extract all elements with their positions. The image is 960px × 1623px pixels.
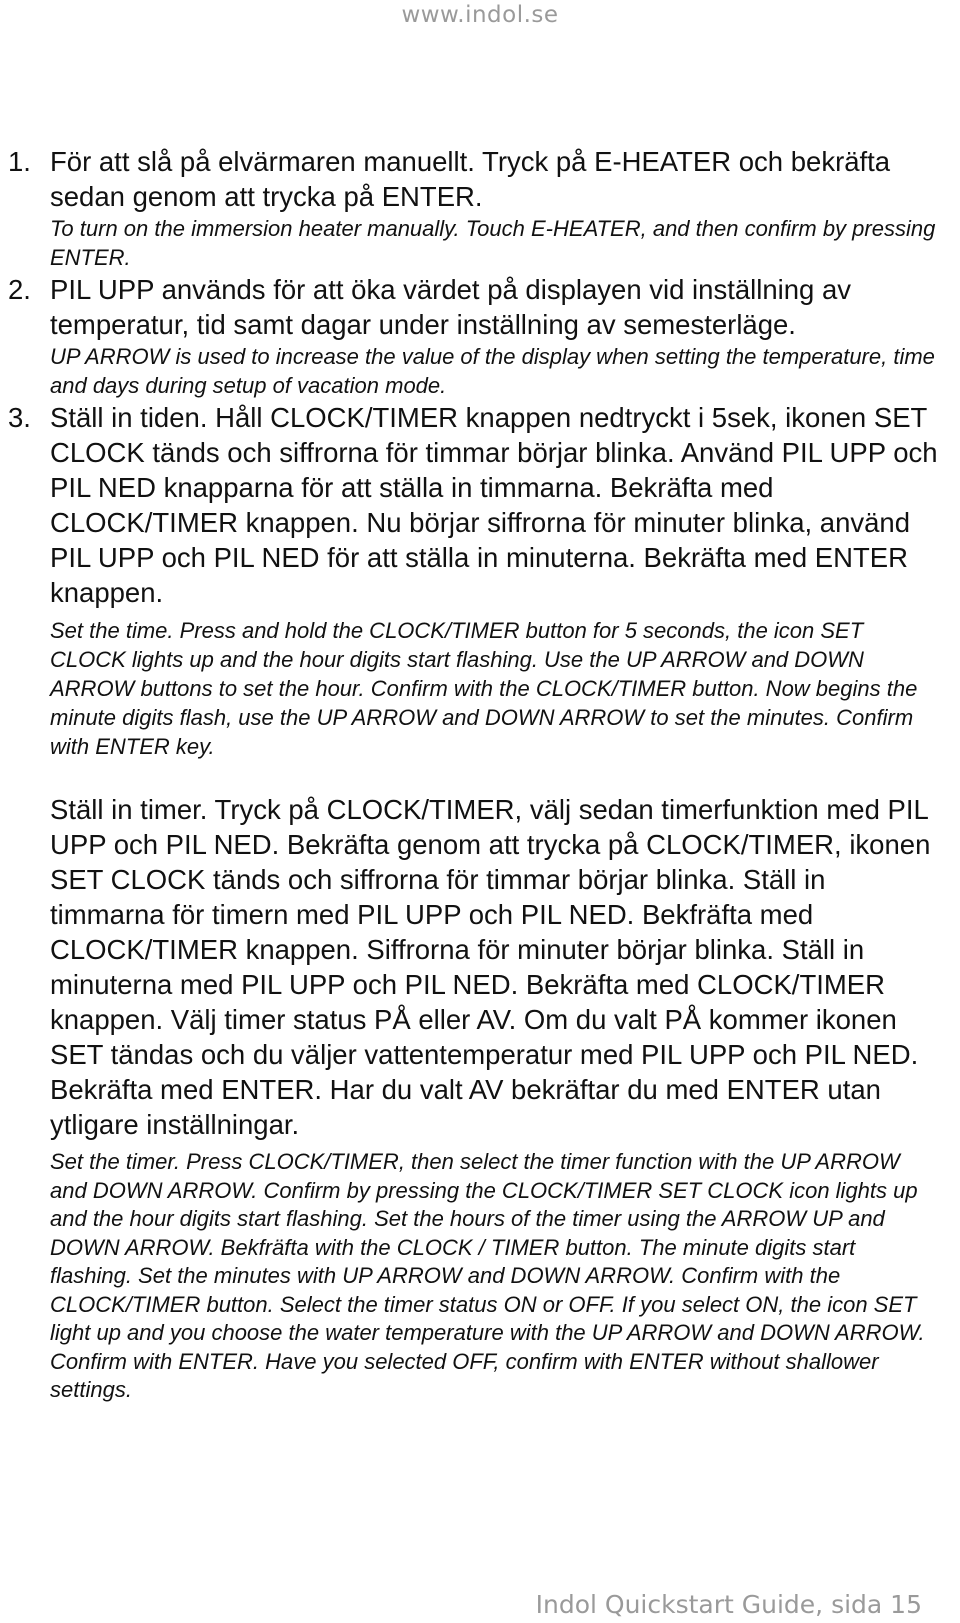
item-number: 3. [8,402,31,433]
item-number: 1. [8,146,31,177]
item-body [50,272,938,400]
english-text: To turn on the immersion heater manually. Touch E-HEATER, and then confirm by pressing ENTER. [50,216,936,270]
site-url: www.indol.se [401,2,559,28]
instruction-item [8,272,938,400]
item-body [50,144,938,272]
item-body [50,400,938,761]
instructions [8,144,938,1405]
english-text: Set the timer. Press CLOCK/TIMER, then select the timer function with the UP ARROW and DOWN ARROW. Confirm by pressing the CLOCK/TIMER SET CLOCK icon lights up and the hour digits start flashing. Set the hours of the timer using the ARROW UP and DOWN ARROW. Bekfräfta with the CLOCK / TIMER button. The minute digits start flashing. Set the minutes with UP ARROW and DOWN ARROW. Confirm with the CLOCK/TIMER button. Select the timer status ON or OFF. If you select ON, the icon SET light up and you choose the water temperature with the UP ARROW and DOWN ARROW. Confirm with ENTER. Have you selected OFF, confirm with ENTER without shallower settings. [50,1149,925,1402]
swedish-text: För att slå på elvärmaren manuellt. Tryck på E-HEATER och bekräfta sedan genom att trycka på ENTER. [50,146,891,212]
instruction-item [8,144,938,272]
swedish-text: Ställ in timer. Tryck på CLOCK/TIMER, välj sedan timerfunktion med PIL UPP och PIL NED. Bekräfta genom att trycka på CLOCK/TIMER, ikonen SET CLOCK tänds och siffrorna för timmar börjar blinka. Ställ in timmarna för timern med PIL UPP och PIL NED. Bekfräfta med CLOCK/TIMER knappen. Siffrorna för minuter börjar blinka. Ställ in minuterna med PIL UPP och PIL NED. Bekräfta med CLOCK/TIMER knappen. Välj timer status PÅ eller AV. Om du valt PÅ kommer ikonen SET tändas och du väljer vattentemperatur med PIL UPP och PIL NED. Bekräfta med ENTER. Har du valt AV bekräftar du med ENTER utan ytligare inställningar. [50,794,931,1140]
page-footer: Indol Quickstart Guide, sida 15 [535,1590,922,1619]
item-number: 2. [8,274,31,305]
english-text: UP ARROW is used to increase the value of the display when setting the temperature, time and days during setup of vacation mode. [50,344,935,398]
swedish-text: Ställ in tiden. Håll CLOCK/TIMER knappen nedtryckt i 5sek, ikonen SET CLOCK tänds och siffrorna för timmar börjar blinka. Använd PIL UPP och PIL NED knapparna för att ställa in timmarna. Bekräfta med CLOCK/TIMER knappen. Nu börjar siffrorna för minuter blinka, använd PIL UPP och PIL NED för att ställa in minuterna. Bekräfta med ENTER knappen. [50,402,938,608]
timer-instructions [50,792,938,1405]
instruction-item [8,400,938,761]
english-text: Set the time. Press and hold the CLOCK/TIMER button for 5 seconds, the icon SET CLOCK lights up and the hour digits start flashing. Use the UP ARROW and DOWN ARROW buttons to set the hour. Confirm with the CLOCK/TIMER button. Now begins the minute digits flash, use the UP ARROW and DOWN ARROW to set the minutes. Confirm with ENTER key. [50,618,918,759]
swedish-text: PIL UPP används för att öka värdet på displayen vid inställning av temperatur, tid samt dagar under inställning av semesterläge. [50,274,852,340]
